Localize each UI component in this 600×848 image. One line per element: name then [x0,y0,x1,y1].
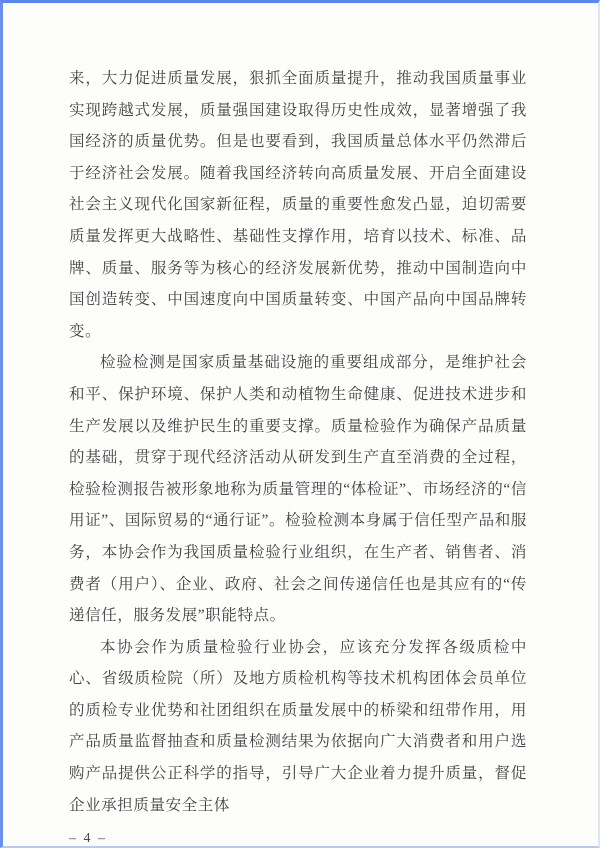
body-text [69,63,527,821]
page-number: – 4 – [69,831,107,847]
paragraph-continuation: 来，大力促进质量发展，狠抓全面质量提升，推动我国质量事业实现跨越式发展，质量强国建设取得历史性成效，显著增强了我国经济的质量优势。但是也要看到，我国质量总体水平仍然滞后于经济社会发展。随着我国经济转向高质量发展、开启全面建设社会主义现代化国家新征程，质量的重要性愈发凸显，迫切需要质量发挥更大战略性、基础性支撑作用，培育以技术、标准、品牌、质量、服务等为核心的经济发展新优势，推动中国制造向中国创造转变、中国速度向中国质量转变、中国产品向中国品牌转变。 [69,70,527,340]
paragraph-inspection-testing: 检验检测是国家质量基础设施的重要组成部分，是维护社会和平、保护环境、保护人类和动植物生命健康、促进技术进步和生产发展以及维护民生的重要支撑。质量检验作为确保产品质量的基础，贯穿于现代经济活动从研发到生产直至消费的全过程，检验检测报告被形象地称为质量管理的“体检证”、市场经济的“信用证”、国际贸易的“通行证”。检验检测本身属于信任型产品和服务，本协会作为我国质量检验行业组织，在生产者、销售者、消费者（用户）、企业、政府、社会之间传递信任也是其应有的“传递信任，服务发展”职能特点。 [69,354,527,625]
page-content [3,3,598,846]
paragraph-association-role: 本协会作为质量检验行业协会，应该充分发挥各级质检中心、省级质检院（所）及地方质检机构等技术机构团体会员单位的质检专业优势和社团组织在质量发展中的桥梁和纽带作用，用产品质量监督抽查和质量检测结果为依据向广大消费者和用户选购产品提供公正科学的指导，引导广大企业着力提升质量，督促企业承担质量安全主体 [69,638,527,814]
